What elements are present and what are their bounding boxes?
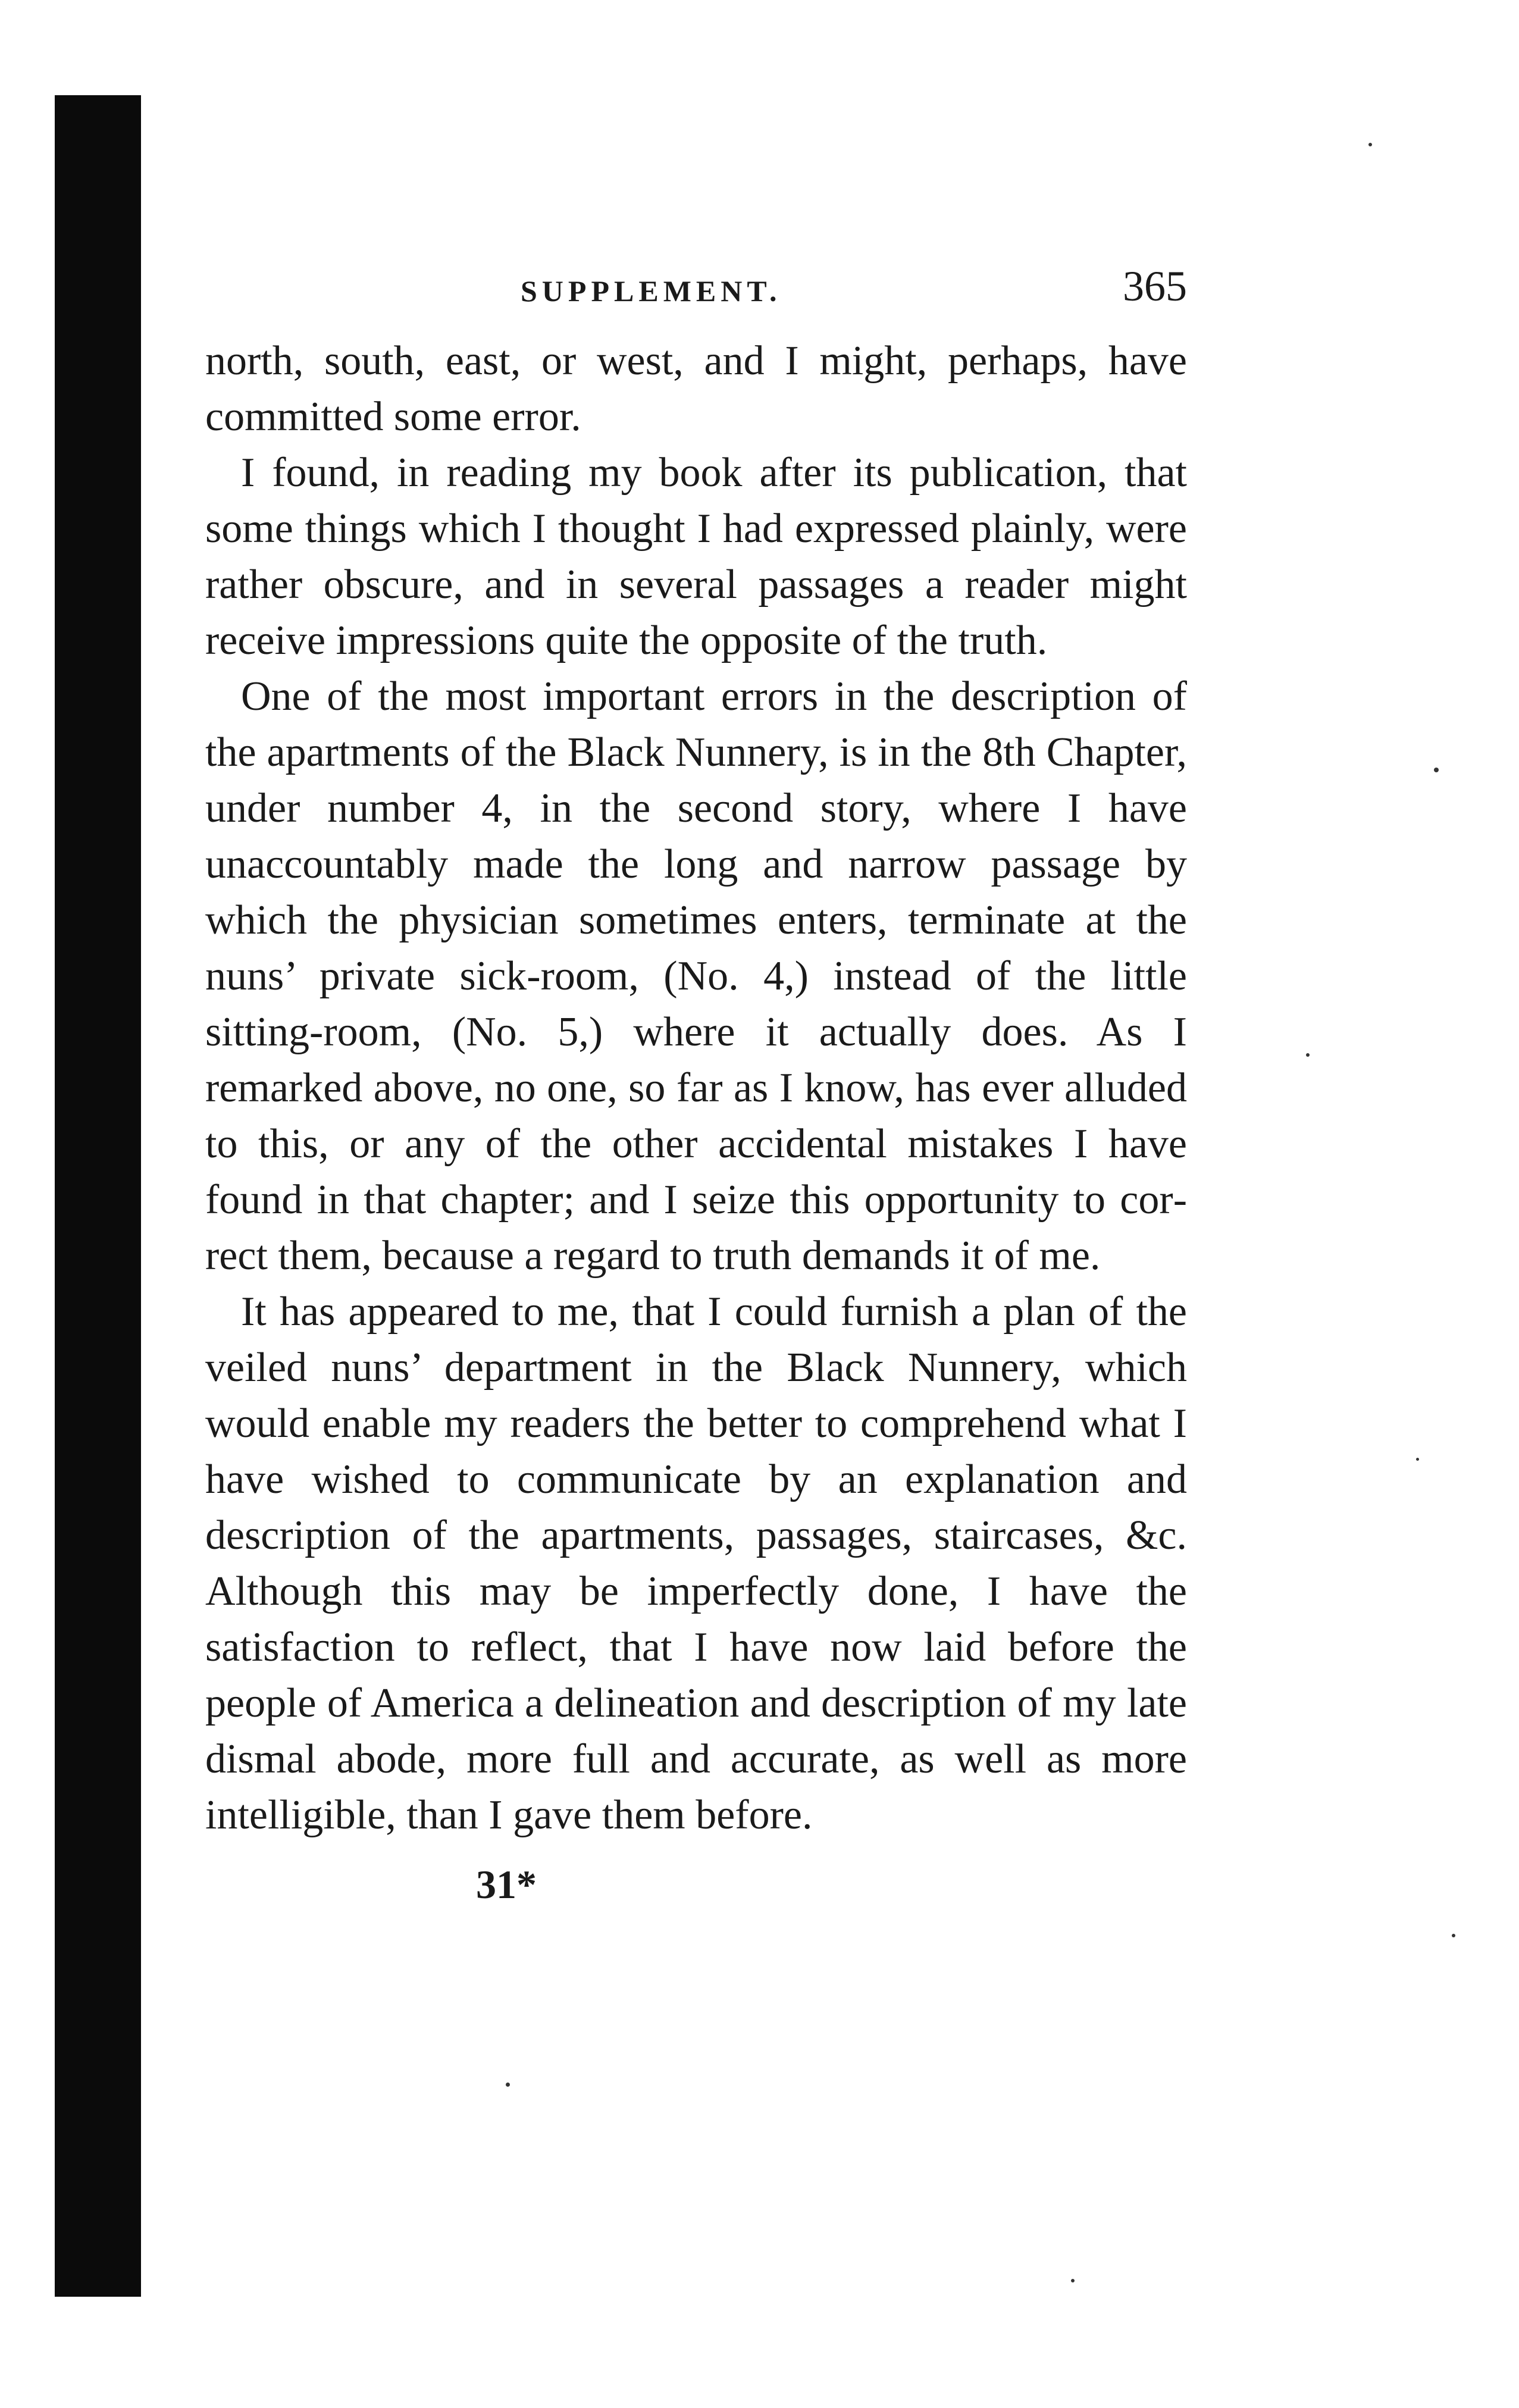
paragraph: I found, in reading my book after its publication, that some things which I thought I had expressed plainly, were rather obscure, and in several passages a reader might receive impressions quite the opposite of the truth. [205, 450, 1187, 663]
scan-speck [506, 2083, 510, 2087]
paragraph-continuation: north, south, east, or west, and I might, perhaps, have committed some error. [205, 338, 1187, 440]
scan-speck [1416, 1458, 1419, 1461]
page-number: 365 [1123, 262, 1187, 310]
book-page [205, 262, 1187, 2166]
body-text [205, 333, 1187, 1843]
signature-mark: 31* [476, 1862, 537, 1907]
scan-speck [1368, 143, 1372, 146]
scan-speck [1071, 2279, 1075, 2282]
scan-speck [1452, 1934, 1455, 1937]
paragraph: One of the most important errors in the description of the apartments of the Black Nunnery, is in the 8th Chapter, under number 4, in the second story, where I have unaccountably made the long and narrow passage by which the physician sometimes enters, terminate at the nuns’ private sick-room, (No. 4,) instead of the little sitting-room, (No. 5,) where it actually does. As I remarked above, no one, so far as I know, has ever alluded to this, or any of the other accidental mistakes I have found in that chapter; and I seize this opportunity to correct them, because a regard to truth demands it of me. [205, 674, 1187, 1279]
scan-speck [1306, 1053, 1310, 1057]
running-head-title: SUPPLEMENT. [521, 274, 782, 308]
scan-speck [1434, 768, 1439, 772]
binding-edge [55, 95, 141, 2297]
running-head [205, 262, 1187, 327]
paragraph: It has appeared to me, that I could furnish a plan of the veiled nuns’ department in the Black Nunnery, which would enable my readers the better to comprehend what I have wished to communicate by an explanation and description of the apartments, passages, staircases, &c. Although this may be imperfectly done, I have the satisfaction to reflect, that I have now laid before the people of America a delineation and description of my late dismal abode, more full and accurate, as well as more intelligible, than I gave them before. [205, 1289, 1187, 1838]
